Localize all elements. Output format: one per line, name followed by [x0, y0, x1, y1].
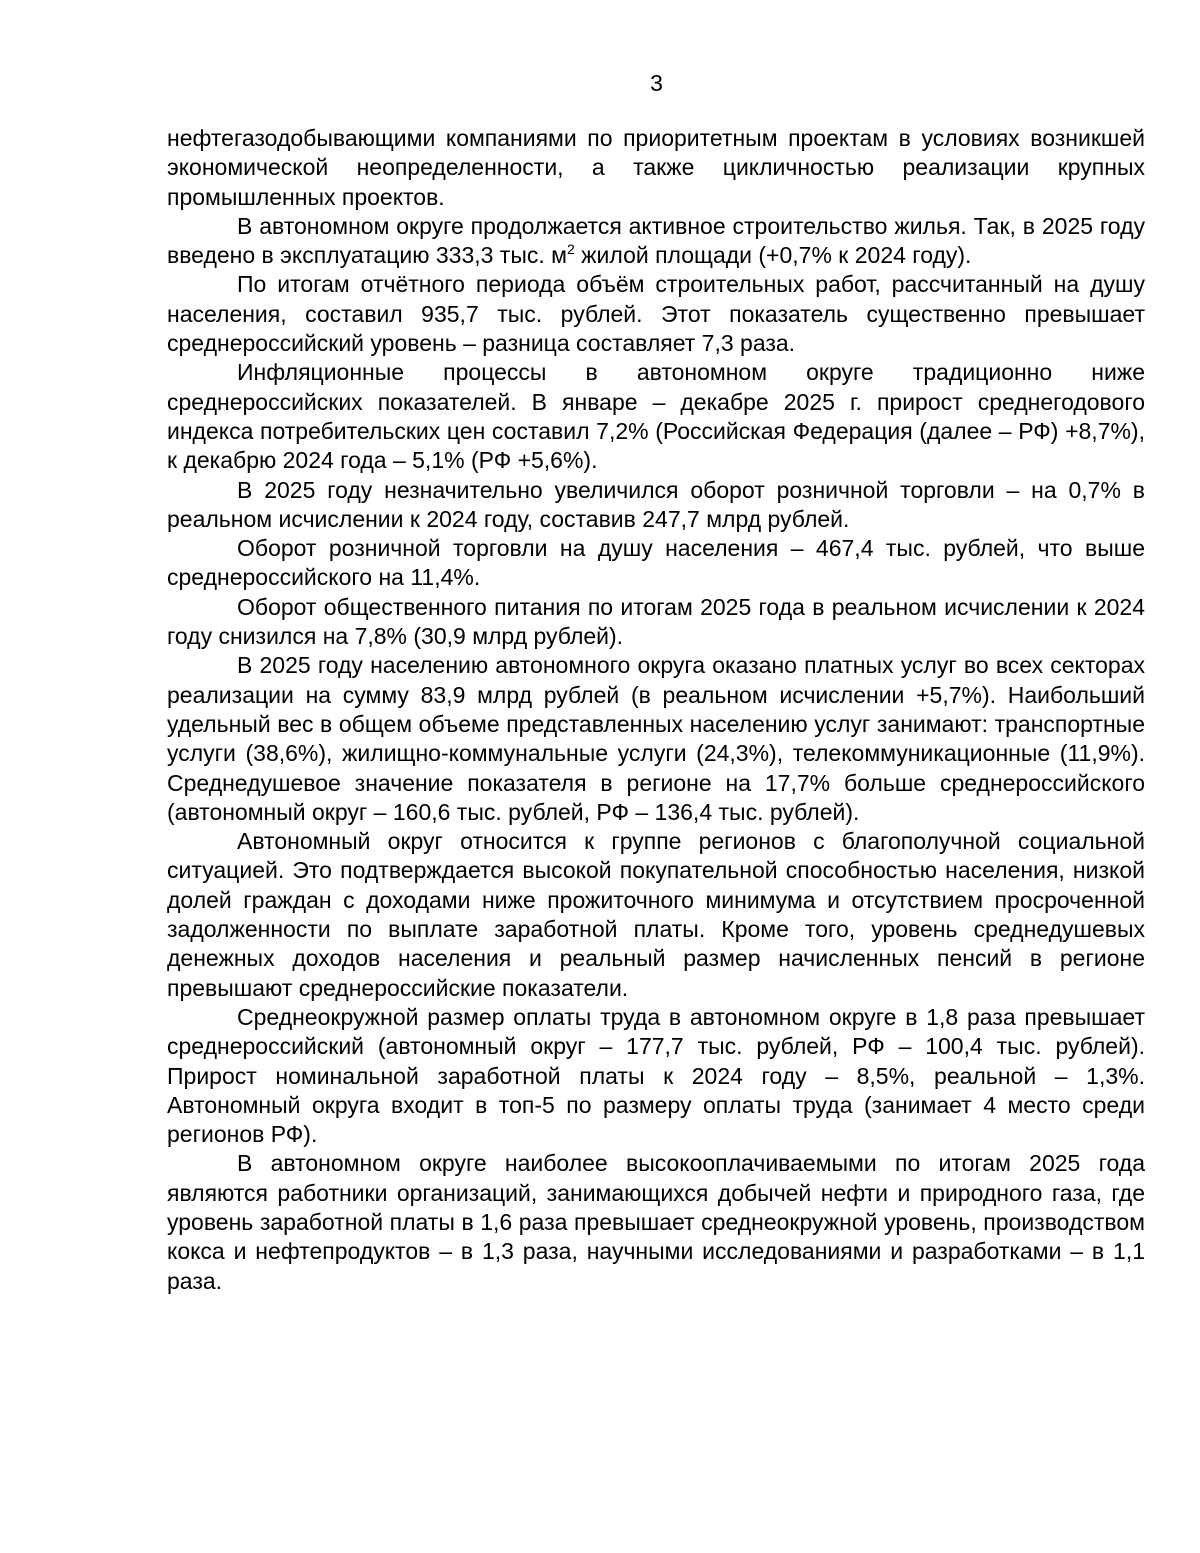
paragraph-1: нефтегазодобывающими компаниями по приоритетным проектам в условиях возникшей экономической неопределенности, а также цикличностью реализации крупных промышленных проектов.: [167, 125, 1145, 210]
paragraph-6: Оборот розничной торговли на душу населения – 467,4 тыс. рублей, что выше среднероссийского на 11,4%.: [167, 535, 1145, 591]
superscript: 2: [566, 241, 575, 258]
paragraph-2-text: В автономном округе продолжается активное строительство жилья. Так, в 2025 году введено в эксплуатацию 333,3 тыс. м: [167, 212, 1145, 269]
body-text: [167, 124, 1145, 1296]
page-number: 3: [650, 70, 663, 96]
paragraph-7: Оборот общественного питания по итогам 2025 года в реальном исчислении к 2024 году снизился на 7,8% (30,9 млрд рублей).: [167, 593, 1145, 650]
paragraph-11: В автономном округе наиболее высокооплачиваемыми по итогам 2025 года являются работники организаций, занимающихся добычей нефти и природного газа, где уровень заработной платы в 1,6 раза превышает среднеокружной уровень, производством кокса и нефтепродуктов – в 1,3 раза, научными исследованиями и разработками – в 1,1 раза.: [167, 1150, 1145, 1294]
paragraph-10: Среднеокружной размер оплаты труда в автономном округе в 1,8 раза превышает среднероссийский (автономный округ – 177,7 тыс. рублей, РФ – 100,4 тыс. рублей). Прирост номинальной заработной платы к 2024 году – 8,5%, реальной – 1,3%. Автономный округа входит в топ-5 по размеру оплаты труда (занимает 4 место среди регионов РФ).: [167, 1003, 1145, 1148]
paragraph-8: В 2025 году населению автономного округа оказано платных услуг во всех секторах реализации на сумму 83,9 млрд рублей (в реальном исчислении +5,7%). Наибольший удельный вес в общем объеме представленных населению услуг занимают: транспортные услуги (38,6%), жилищно-коммунальные услуги (24,3%), телекоммуникационные (11,9%). Среднедушевое значение показателя в регионе на 17,7% больше среднероссийского (автономный округ – 160,6 тыс. рублей, РФ – 136,4 тыс. рублей).: [167, 652, 1145, 825]
paragraph-5: В 2025 году незначительно увеличился оборот розничной торговли – на 0,7% в реальном исчислении к 2024 году, составив 247,7 млрд рублей.: [167, 476, 1145, 532]
paragraph-2: [167, 212, 1145, 271]
paragraph-4: Инфляционные процессы в автономном округе традиционно ниже среднероссийских показателей. В январе – декабре 2025 г. прирост среднегодового индекса потребительских цен составил 7,2% (Российская Федерация (далее – РФ) +8,7%), к декабрю 2024 года – 5,1% (РФ +5,6%).: [167, 359, 1145, 474]
paragraph-3: По итогам отчётного периода объём строительных работ, рассчитанный на душу населения, составил 935,7 тыс. рублей. Этот показатель существенно превышает среднероссийский уровень – разница составляет 7,3 раза.: [167, 271, 1145, 357]
paragraph-2-text-end: жилой площади (+0,7% к 2024 году).: [574, 242, 972, 269]
paragraph-9: Автономный округ относится к группе регионов с благополучной социальной ситуацией. Это подтверждается высокой покупательной способностью населения, низкой долей граждан с доходами ниже прожиточного минимума и отсутствием просроченной задолженности по выплате заработной платы. Кроме того, уровень среднедушевых денежных доходов населения и реальный размер начисленных пенсий в регионе превышают среднероссийские показатели.: [167, 828, 1145, 1001]
